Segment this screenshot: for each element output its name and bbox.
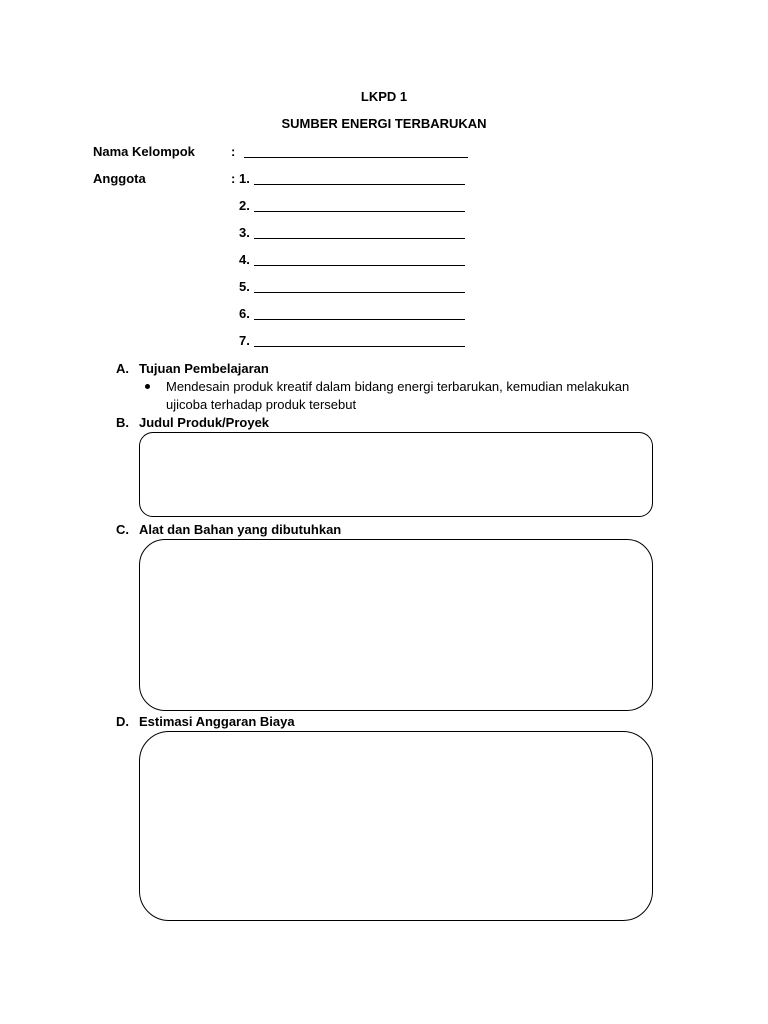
member-number: 2. (239, 198, 250, 213)
member-field-1[interactable] (254, 184, 465, 185)
member-number: 3. (239, 225, 250, 240)
document-code: LKPD 1 (360, 89, 408, 104)
section-title-learning-objective: Tujuan Pembelajaran (139, 361, 269, 376)
section-title-project-title: Judul Produk/Proyek (139, 415, 270, 430)
member-field-7[interactable] (254, 346, 465, 347)
objective-text-line-1: Mendesain produk kreatif dalam bidang energi terbarukan, kemudian melakukan (166, 379, 630, 394)
members-label: Anggota (93, 171, 146, 186)
section-title-budget-estimate: Estimasi Anggaran Biaya (139, 714, 295, 729)
section-title-tools-materials: Alat dan Bahan yang dibutuhkan (139, 522, 342, 537)
member-field-4[interactable] (254, 265, 465, 266)
project-title-answer-box[interactable] (139, 432, 653, 517)
member-field-3[interactable] (254, 238, 465, 239)
member-field-2[interactable] (254, 211, 465, 212)
objective-text-line-2: ujicoba terhadap produk tersebut (166, 397, 357, 412)
group-name-field[interactable] (244, 157, 468, 158)
bullet-icon (145, 384, 150, 389)
member-number: 4. (239, 252, 250, 267)
member-field-6[interactable] (254, 319, 465, 320)
tools-materials-answer-box[interactable] (139, 539, 653, 711)
group-name-colon: : (231, 144, 236, 159)
section-letter: C. (116, 522, 129, 537)
document-title: SUMBER ENERGI TERBARUKAN (281, 116, 487, 131)
member-number: 6. (239, 306, 250, 321)
member-field-5[interactable] (254, 292, 465, 293)
member-number: 5. (239, 279, 250, 294)
section-letter: D. (116, 714, 129, 729)
members-colon: : (231, 171, 236, 186)
budget-estimate-answer-box[interactable] (139, 731, 653, 921)
section-letter: B. (116, 415, 129, 430)
member-number: 1. (239, 171, 250, 186)
group-name-label: Nama Kelompok (93, 144, 195, 159)
member-number: 7. (239, 333, 250, 348)
section-letter: A. (116, 361, 129, 376)
